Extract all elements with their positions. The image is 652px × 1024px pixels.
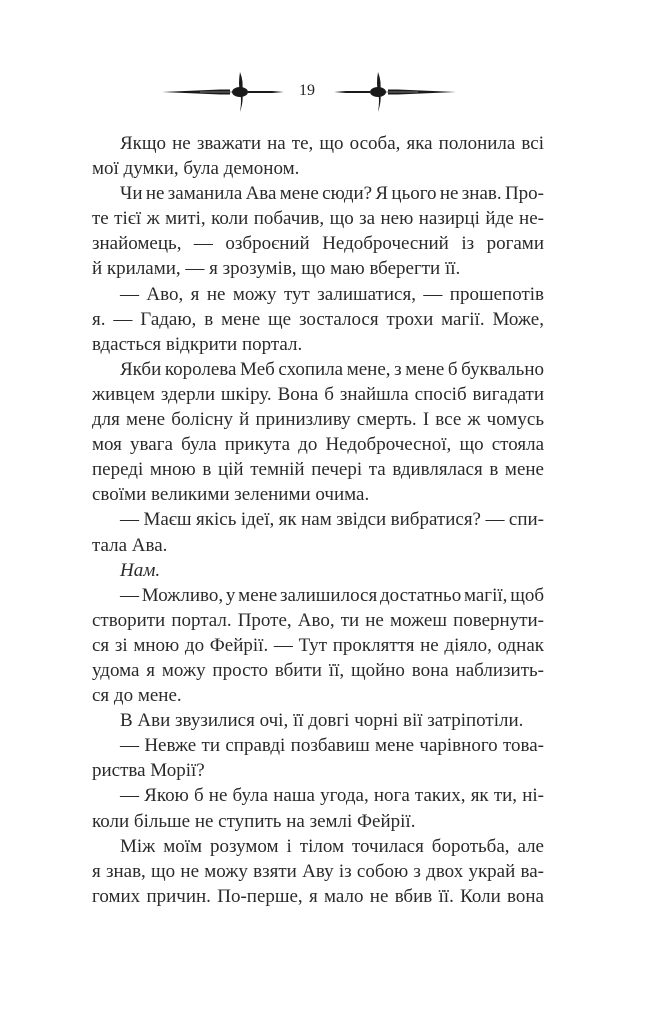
text-line: живцем здерли шкіру. Вона б знайшла спосіб вигадати [92, 383, 544, 405]
text-line: знайомець, — озброєний Недоброчесний із рогами [92, 233, 544, 255]
sword-ornament-right-icon [328, 70, 458, 114]
body-text [92, 131, 544, 909]
text-line: мої думки, була демоном. [92, 158, 300, 180]
text-line: Якби королева Меб схопила мене, з мене б буквально [120, 358, 544, 380]
text-line: створити портал. Проте, Аво, ти не можеш повернути- [92, 609, 544, 631]
text-line: своїми великими зеленими очима. [92, 484, 370, 506]
text-line: — Якою б не була наша угода, нога таких, як ти, ні- [120, 785, 544, 807]
text-line: — Невже ти справді позбавиш мене чарівного това- [120, 735, 544, 757]
sword-ornament-left-icon [160, 70, 290, 114]
page-number: 19 [299, 82, 315, 99]
text-line: Між моїм розумом і тілом точилася боротьба, але [120, 835, 544, 857]
text-line: й крилами, — я зрозумів, що маю вберегти її. [92, 258, 461, 280]
text-line: моя увага була прикута до Недоброчесної, що стояла [92, 434, 544, 456]
text-line: для мене болісну й принизливу смерть. І все ж чомусь [92, 409, 544, 431]
text-line: — Можливо, у мене залишилося достатньо магії, щоб [120, 584, 544, 606]
text-line: — Аво, я не можу тут залишатися, — прошепотів [120, 283, 544, 305]
text-line-italic: Нам. [120, 559, 161, 581]
text-line: — Маєш якісь ідеї, як нам звідси вибратися? — спи- [120, 509, 544, 531]
text-line: вдасться відкрити портал. [92, 333, 303, 355]
text-line: ся зі мною до Фейрії. — Тут прокляття не діяло, однак [92, 634, 544, 656]
text-line: удома я можу просто вбити її, щойно вона наблизить- [92, 659, 544, 681]
text-line: те тієї ж миті, коли побачив, що за нею назирці йде не- [92, 208, 544, 230]
text-line: переді мною в цій темній печері та вдивлялася в мене [92, 459, 544, 481]
text-line: гомих причин. По-перше, я мало не вбив її. Коли вона [92, 885, 544, 907]
text-line: Якщо не зважати на те, що особа, яка полонила всі [120, 133, 544, 154]
text-line: я. — Гадаю, в мене ще зосталося трохи магії. Може, [92, 308, 544, 330]
text-line: риства Морії? [92, 760, 205, 782]
text-line: ся до мене. [92, 685, 182, 707]
text-line: В Ави звузилися очі, її довгі чорні вії затріпотіли. [120, 710, 524, 732]
text-line: Чи не заманила Ава мене сюди? Я цього не знав. Про- [120, 183, 544, 205]
page-header [0, 70, 652, 114]
text-line: коли більше не ступить на землі Фейрії. [92, 810, 416, 832]
text-line: я знав, що не можу взяти Аву із собою з двох украй ва- [92, 860, 544, 882]
text-line: тала Ава. [92, 534, 168, 556]
